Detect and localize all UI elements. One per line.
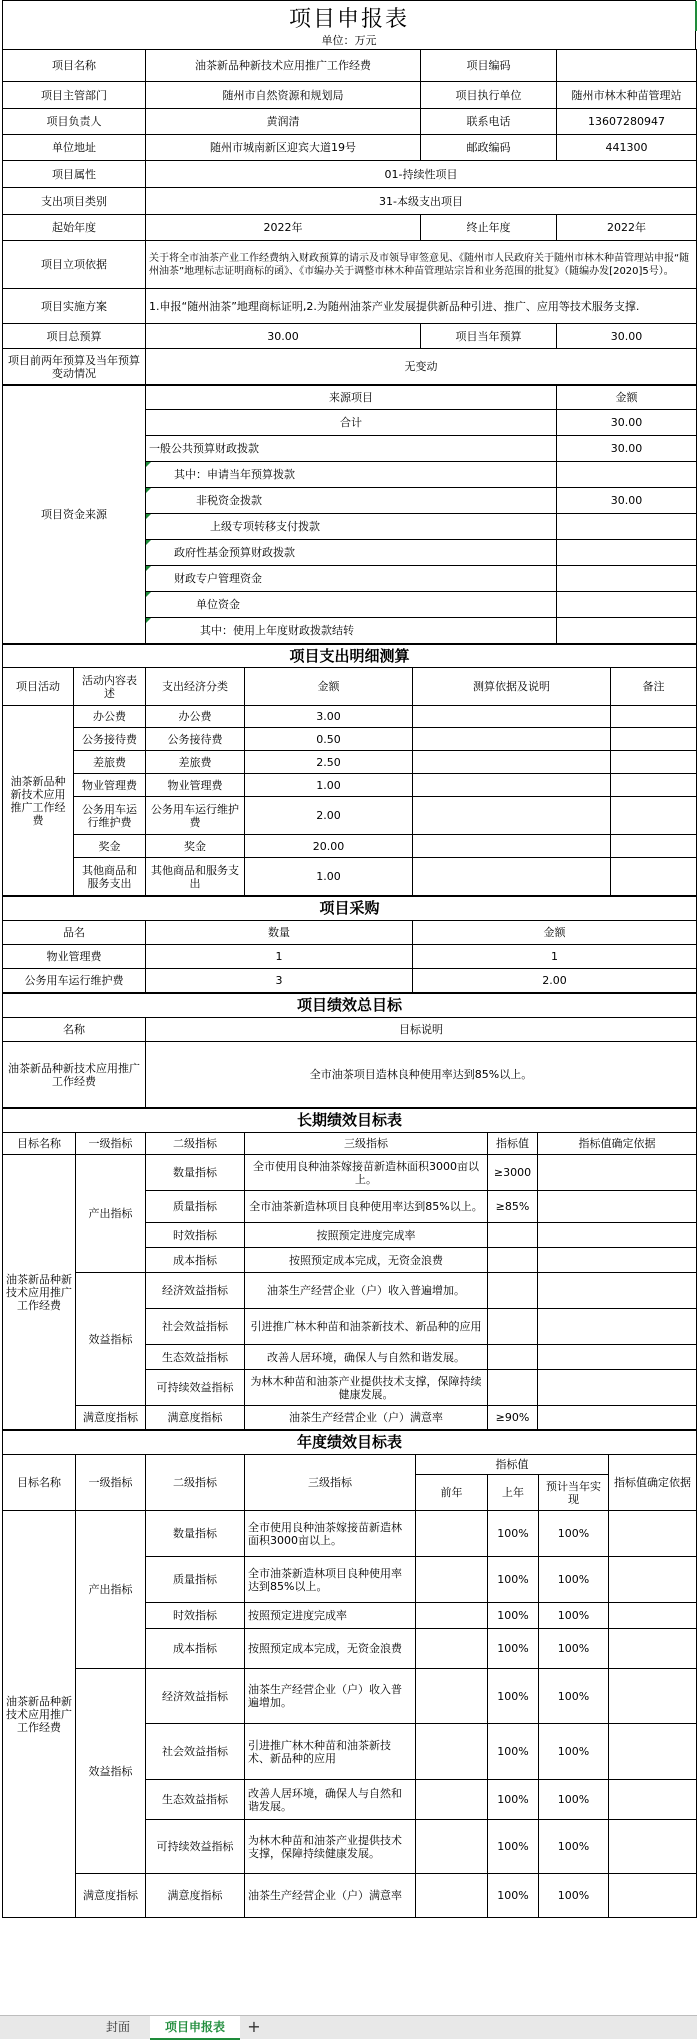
lt-value[interactable]: [488, 1309, 538, 1345]
value-project-code[interactable]: [557, 50, 697, 82]
lt-basis[interactable]: [538, 1273, 697, 1309]
detail-basis[interactable]: [413, 835, 611, 858]
an-basis[interactable]: [609, 1511, 697, 1557]
lt-header: 三级指标: [245, 1133, 488, 1155]
label-category: 支出项目类别: [3, 188, 146, 215]
funding-source[interactable]: 单位资金: [146, 592, 557, 618]
spreadsheet: [2, 0, 696, 1918]
detail-amount[interactable]: 20.00: [245, 835, 413, 858]
an-basis[interactable]: [609, 1780, 697, 1820]
lt-header: 指标值确定依据: [538, 1133, 697, 1155]
an-header: 一级指标: [76, 1455, 146, 1511]
detail-content[interactable]: 差旅费: [74, 751, 146, 774]
an-l1-satisfaction[interactable]: 满意度指标: [76, 1874, 146, 1918]
an-basis[interactable]: [609, 1820, 697, 1874]
lt-l3[interactable]: 全市油茶新造林项目良种使用率达到85%以上。: [245, 1191, 488, 1223]
an-prev[interactable]: 100%: [488, 1780, 539, 1820]
an-prev2[interactable]: [416, 1820, 488, 1874]
value-total-budget[interactable]: 30.00: [146, 324, 421, 349]
value-person[interactable]: 黄润清: [146, 109, 421, 135]
detail-header: 支出经济分类: [146, 668, 245, 706]
an-cur[interactable]: 100%: [539, 1629, 609, 1669]
lt-header: 指标值: [488, 1133, 538, 1155]
detail-category[interactable]: 其他商品和服务支出: [146, 858, 245, 896]
detail-category[interactable]: 差旅费: [146, 751, 245, 774]
detail-category[interactable]: 奖金: [146, 835, 245, 858]
detail-category[interactable]: 办公费: [146, 706, 245, 728]
value-exec-unit[interactable]: 随州市林木种苗管理站: [557, 82, 697, 109]
detail-content[interactable]: 公务接待费: [74, 728, 146, 751]
an-basis[interactable]: [609, 1874, 697, 1918]
lt-value[interactable]: [488, 1345, 538, 1370]
an-header: 指标值确定依据: [609, 1455, 697, 1511]
an-basis[interactable]: [609, 1629, 697, 1669]
detail-basis[interactable]: [413, 751, 611, 774]
value-phone[interactable]: 13607280947: [557, 109, 697, 135]
funding-amount[interactable]: [557, 618, 697, 644]
add-sheet-icon[interactable]: +: [247, 2017, 261, 2036]
purchase-table: [2, 896, 697, 993]
an-l2[interactable]: 可持续效益指标: [146, 1820, 245, 1874]
funding-source[interactable]: 上级专项转移支付拨款: [146, 514, 557, 540]
an-l1-output[interactable]: 产出指标: [76, 1511, 146, 1669]
an-l1-effect[interactable]: 效益指标: [76, 1669, 146, 1874]
lt-l3[interactable]: 油茶生产经营企业（户）满意率: [245, 1406, 488, 1430]
purchase-name[interactable]: 公务用车运行维护费: [3, 969, 146, 993]
an-cur[interactable]: 100%: [539, 1603, 609, 1629]
an-l3[interactable]: 引进推广林木种苗和油茶新技术、新品种的应用: [245, 1724, 416, 1780]
purchase-name[interactable]: 物业管理费: [3, 945, 146, 969]
long-term-table: [2, 1108, 697, 1430]
overall-name[interactable]: 油茶新品种新技术应用推广工作经费: [3, 1042, 146, 1108]
lt-l2[interactable]: 生态效益指标: [146, 1345, 245, 1370]
value-basis[interactable]: 关于将全市油茶产业工作经费纳入财政预算的请示及市领导审签意见、《随州市人民政府关于随州市林木种苗管理站申报“随州油茶”地理标志证明商标的函》、《市编办关于调整市林木种苗管理站宗旨和业务范围的批复》（随编办发[2020]5号）。: [146, 241, 697, 289]
an-cur[interactable]: 100%: [539, 1557, 609, 1603]
detail-remark[interactable]: [611, 858, 697, 896]
an-header: 三级指标: [245, 1455, 416, 1511]
lt-header: 一级指标: [76, 1133, 146, 1155]
value-year-budget[interactable]: 30.00: [557, 324, 697, 349]
lt-l3[interactable]: 改善人居环境，确保人与自然和谐发展。: [245, 1345, 488, 1370]
lt-l2[interactable]: 质量指标: [146, 1191, 245, 1223]
funding-amount[interactable]: [557, 540, 697, 566]
funding-amount[interactable]: 30.00: [557, 410, 697, 436]
funding-amount[interactable]: [557, 566, 697, 592]
lt-basis[interactable]: [538, 1345, 697, 1370]
an-l3[interactable]: 按照预定成本完成，无资金浪费: [245, 1629, 416, 1669]
an-l3[interactable]: 油茶生产经营企业（户）收入普遍增加。: [245, 1669, 416, 1724]
an-cur[interactable]: 100%: [539, 1874, 609, 1918]
funding-source[interactable]: 财政专户管理资金: [146, 566, 557, 592]
section-annual: 年度绩效目标表: [3, 1431, 697, 1455]
detail-activity[interactable]: 油茶新品种新技术应用推广工作经费: [3, 706, 74, 896]
label-basis: 项目立项依据: [3, 241, 146, 289]
value-address[interactable]: 随州市城南新区迎宾大道19号: [146, 135, 421, 161]
label-address: 单位地址: [3, 135, 146, 161]
an-prev[interactable]: 100%: [488, 1603, 539, 1629]
funding-source[interactable]: 非税资金拨款: [146, 488, 557, 514]
an-l3[interactable]: 为林木种苗和油茶产业提供技术支撑，保障持续健康发展。: [245, 1820, 416, 1874]
an-prev2[interactable]: [416, 1669, 488, 1724]
detail-content[interactable]: 公务用车运行维护费: [74, 797, 146, 835]
funding-source[interactable]: 其中：使用上年度财政拨款结转: [146, 618, 557, 644]
funding-amount[interactable]: [557, 462, 697, 488]
section-long-term: 长期绩效目标表: [3, 1109, 697, 1133]
funding-col-amount: 金额: [557, 386, 697, 410]
label-total-budget: 项目总预算: [3, 324, 146, 349]
label-phone: 联系电话: [421, 109, 557, 135]
purchase-header: 金额: [413, 921, 697, 945]
project-info-table: [2, 49, 697, 385]
an-l3[interactable]: 油茶生产经营企业（户）满意率: [245, 1874, 416, 1918]
lt-l2[interactable]: 成本指标: [146, 1248, 245, 1273]
lt-value[interactable]: ≥85%: [488, 1191, 538, 1223]
lt-header: 二级指标: [146, 1133, 245, 1155]
an-l2[interactable]: 质量指标: [146, 1557, 245, 1603]
lt-basis[interactable]: [538, 1155, 697, 1191]
an-prev2[interactable]: [416, 1874, 488, 1918]
an-cur[interactable]: 100%: [539, 1669, 609, 1724]
lt-l2[interactable]: 社会效益指标: [146, 1309, 245, 1345]
lt-value[interactable]: [488, 1370, 538, 1406]
an-l2[interactable]: 生态效益指标: [146, 1780, 245, 1820]
purchase-header: 数量: [146, 921, 413, 945]
funding-source[interactable]: 其中：申请当年预算拨款: [146, 462, 557, 488]
overall-header: 名称: [3, 1018, 146, 1042]
overall-header: 目标说明: [146, 1018, 697, 1042]
section-overall: 项目绩效总目标: [3, 994, 697, 1018]
an-l3[interactable]: 全市使用良种油茶嫁接苗新造林面积3000亩以上。: [245, 1511, 416, 1557]
an-l3[interactable]: 改善人居环境，确保人与自然和谐发展。: [245, 1780, 416, 1820]
label-zip: 邮政编码: [421, 135, 557, 161]
value-start-year[interactable]: 2022年: [146, 215, 421, 241]
an-prev2[interactable]: [416, 1629, 488, 1669]
an-cur[interactable]: 100%: [539, 1780, 609, 1820]
funding-col-source: 来源项目: [146, 386, 557, 410]
detail-amount[interactable]: 1.00: [245, 858, 413, 896]
overall-desc[interactable]: 全市油茶项目造林良种使用率达到85%以上。: [146, 1042, 697, 1108]
detail-header: 测算依据及说明: [413, 668, 611, 706]
an-prev2[interactable]: [416, 1557, 488, 1603]
detail-content[interactable]: 物业管理费: [74, 774, 146, 797]
label-person: 项目负责人: [3, 109, 146, 135]
funding-source[interactable]: 政府性基金预算财政拨款: [146, 540, 557, 566]
detail-remark[interactable]: [611, 774, 697, 797]
lt-l3[interactable]: 按照预定进度完成率: [245, 1223, 488, 1248]
detail-header: 备注: [611, 668, 697, 706]
lt-l3[interactable]: 全市使用良种油茶嫁接苗新造林面积3000亩以上。: [245, 1155, 488, 1191]
label-project-name: 项目名称: [3, 50, 146, 82]
an-l3[interactable]: 按照预定进度完成率: [245, 1603, 416, 1629]
an-prev[interactable]: 100%: [488, 1557, 539, 1603]
funding-amount[interactable]: 30.00: [557, 488, 697, 514]
detail-header: 项目活动: [3, 668, 74, 706]
lt-l3[interactable]: 为林木种苗和油茶产业提供技术支撑，保障持续健康发展。: [245, 1370, 488, 1406]
label-funding: 项目资金来源: [3, 386, 146, 644]
detail-content[interactable]: 其他商品和服务支出: [74, 858, 146, 896]
an-target[interactable]: 油茶新品种新技术应用推广工作经费: [3, 1511, 76, 1918]
an-prev[interactable]: 100%: [488, 1629, 539, 1669]
lt-l2[interactable]: 时效指标: [146, 1223, 245, 1248]
value-category[interactable]: 31-本级支出项目: [146, 188, 697, 215]
lt-l2[interactable]: 可持续效益指标: [146, 1370, 245, 1406]
an-header: 二级指标: [146, 1455, 245, 1511]
an-cur[interactable]: 100%: [539, 1820, 609, 1874]
detail-amount[interactable]: 0.50: [245, 728, 413, 751]
detail-basis[interactable]: [413, 858, 611, 896]
funding-amount[interactable]: [557, 592, 697, 618]
lt-l3[interactable]: 引进推广林木种苗和油茶新技术、新品种的应用: [245, 1309, 488, 1345]
label-budget-change: 项目前两年预算及当年预算变动情况: [3, 349, 146, 385]
an-cur[interactable]: 100%: [539, 1511, 609, 1557]
an-l2[interactable]: 满意度指标: [146, 1874, 245, 1918]
lt-l3[interactable]: 按照预定成本完成，无资金浪费: [245, 1248, 488, 1273]
an-prev[interactable]: 100%: [488, 1511, 539, 1557]
overall-target-table: [2, 993, 697, 1108]
purchase-header: 品名: [3, 921, 146, 945]
an-l2[interactable]: 成本指标: [146, 1629, 245, 1669]
detail-category[interactable]: 物业管理费: [146, 774, 245, 797]
detail-remark[interactable]: [611, 751, 697, 774]
lt-header: 目标名称: [3, 1133, 76, 1155]
value-zip[interactable]: 441300: [557, 135, 697, 161]
label-attribute: 项目属性: [3, 161, 146, 188]
funding-table: [2, 385, 697, 644]
lt-value[interactable]: ≥90%: [488, 1406, 538, 1430]
lt-l2[interactable]: 满意度指标: [146, 1406, 245, 1430]
detail-amount[interactable]: 3.00: [245, 706, 413, 728]
purchase-amount[interactable]: 2.00: [413, 969, 697, 993]
an-basis[interactable]: [609, 1557, 697, 1603]
funding-source[interactable]: 合计: [146, 410, 557, 436]
unit-label: 单位：万元: [2, 33, 696, 49]
lt-l2[interactable]: 经济效益指标: [146, 1273, 245, 1309]
detail-header: 活动内容表述: [74, 668, 146, 706]
lt-value[interactable]: [488, 1248, 538, 1273]
lt-basis[interactable]: [538, 1406, 697, 1430]
sheet-tab-bar: [0, 2015, 697, 2039]
detail-basis[interactable]: [413, 797, 611, 835]
label-end-year: 终止年度: [421, 215, 557, 241]
an-prev2[interactable]: [416, 1724, 488, 1780]
lt-l1-output[interactable]: 产出指标: [76, 1155, 146, 1273]
an-header: 上年: [488, 1475, 539, 1511]
value-attribute[interactable]: 01-持续性项目: [146, 161, 697, 188]
detail-basis[interactable]: [413, 728, 611, 751]
label-dept: 项目主管部门: [3, 82, 146, 109]
an-basis[interactable]: [609, 1669, 697, 1724]
purchase-qty[interactable]: 3: [146, 969, 413, 993]
an-prev[interactable]: 100%: [488, 1820, 539, 1874]
an-l2[interactable]: 社会效益指标: [146, 1724, 245, 1780]
funding-source[interactable]: 一般公共预算财政拨款: [146, 436, 557, 462]
purchase-qty[interactable]: 1: [146, 945, 413, 969]
an-basis[interactable]: [609, 1603, 697, 1629]
label-start-year: 起始年度: [3, 215, 146, 241]
an-header: 前年: [416, 1475, 488, 1511]
label-plan: 项目实施方案: [3, 289, 146, 324]
title-cell[interactable]: [2, 0, 696, 33]
detail-remark[interactable]: [611, 706, 697, 728]
an-header: 预计当年实现: [539, 1475, 609, 1511]
an-prev[interactable]: 100%: [488, 1874, 539, 1918]
lt-l2[interactable]: 数量指标: [146, 1155, 245, 1191]
purchase-amount[interactable]: 1: [413, 945, 697, 969]
an-basis[interactable]: [609, 1724, 697, 1780]
value-budget-change[interactable]: 无变动: [146, 349, 697, 385]
lt-l1-satisfaction[interactable]: 满意度指标: [76, 1406, 146, 1430]
an-prev2[interactable]: [416, 1780, 488, 1820]
an-prev[interactable]: 100%: [488, 1669, 539, 1724]
lt-basis[interactable]: [538, 1248, 697, 1273]
detail-amount[interactable]: 2.50: [245, 751, 413, 774]
label-exec-unit: 项目执行单位: [421, 82, 557, 109]
detail-amount[interactable]: 2.00: [245, 797, 413, 835]
funding-amount[interactable]: 30.00: [557, 436, 697, 462]
sheet-tab-cover[interactable]: 封面: [105, 2020, 130, 2034]
an-prev[interactable]: 100%: [488, 1724, 539, 1780]
sheet-tab-project-form[interactable]: 项目申报表: [150, 2016, 240, 2040]
lt-value[interactable]: [488, 1273, 538, 1309]
an-header: 指标值: [416, 1455, 609, 1475]
an-l2[interactable]: 时效指标: [146, 1603, 245, 1629]
detail-remark[interactable]: [611, 835, 697, 858]
detail-category[interactable]: 公务接待费: [146, 728, 245, 751]
page-title: 项目申报表: [288, 6, 409, 32]
annual-table: [2, 1430, 697, 1918]
label-project-code: 项目编码: [421, 50, 557, 82]
detail-header: 金额: [245, 668, 413, 706]
detail-content[interactable]: 办公费: [74, 706, 146, 728]
lt-target[interactable]: 油茶新品种新技术应用推广工作经费: [3, 1155, 76, 1430]
an-l3[interactable]: 全市油茶新造林项目良种使用率达到85%以上。: [245, 1557, 416, 1603]
detail-category[interactable]: 公务用车运行维护费: [146, 797, 245, 835]
detail-content[interactable]: 奖金: [74, 835, 146, 858]
detail-basis[interactable]: [413, 706, 611, 728]
lt-l1-effect[interactable]: 效益指标: [76, 1273, 146, 1406]
an-prev2[interactable]: [416, 1603, 488, 1629]
an-l2[interactable]: 经济效益指标: [146, 1669, 245, 1724]
label-year-budget: 项目当年预算: [421, 324, 557, 349]
value-end-year[interactable]: 2022年: [557, 215, 697, 241]
funding-amount[interactable]: [557, 514, 697, 540]
lt-basis[interactable]: [538, 1370, 697, 1406]
section-detail: 项目支出明细测算: [3, 645, 697, 668]
detail-table: [2, 644, 697, 896]
lt-value[interactable]: ≥3000: [488, 1155, 538, 1191]
section-purchase: 项目采购: [3, 897, 697, 921]
lt-basis[interactable]: [538, 1223, 697, 1248]
lt-l3[interactable]: 油茶生产经营企业（户）收入普遍增加。: [245, 1273, 488, 1309]
lt-value[interactable]: [488, 1223, 538, 1248]
value-plan[interactable]: 1.申报“随州油茶”地理商标证明,2.为随州油茶产业发展提供新品种引进、推广、应用等技术服务支撑.: [146, 289, 697, 324]
an-l2[interactable]: 数量指标: [146, 1511, 245, 1557]
lt-basis[interactable]: [538, 1191, 697, 1223]
value-dept[interactable]: 随州市自然资源和规划局: [146, 82, 421, 109]
detail-basis[interactable]: [413, 774, 611, 797]
an-header: 目标名称: [3, 1455, 76, 1511]
an-prev2[interactable]: [416, 1511, 488, 1557]
detail-remark[interactable]: [611, 728, 697, 751]
lt-basis[interactable]: [538, 1309, 697, 1345]
value-project-name[interactable]: 油茶新品种新技术应用推广工作经费: [146, 50, 421, 82]
detail-amount[interactable]: 1.00: [245, 774, 413, 797]
detail-remark[interactable]: [611, 797, 697, 835]
an-cur[interactable]: 100%: [539, 1724, 609, 1780]
